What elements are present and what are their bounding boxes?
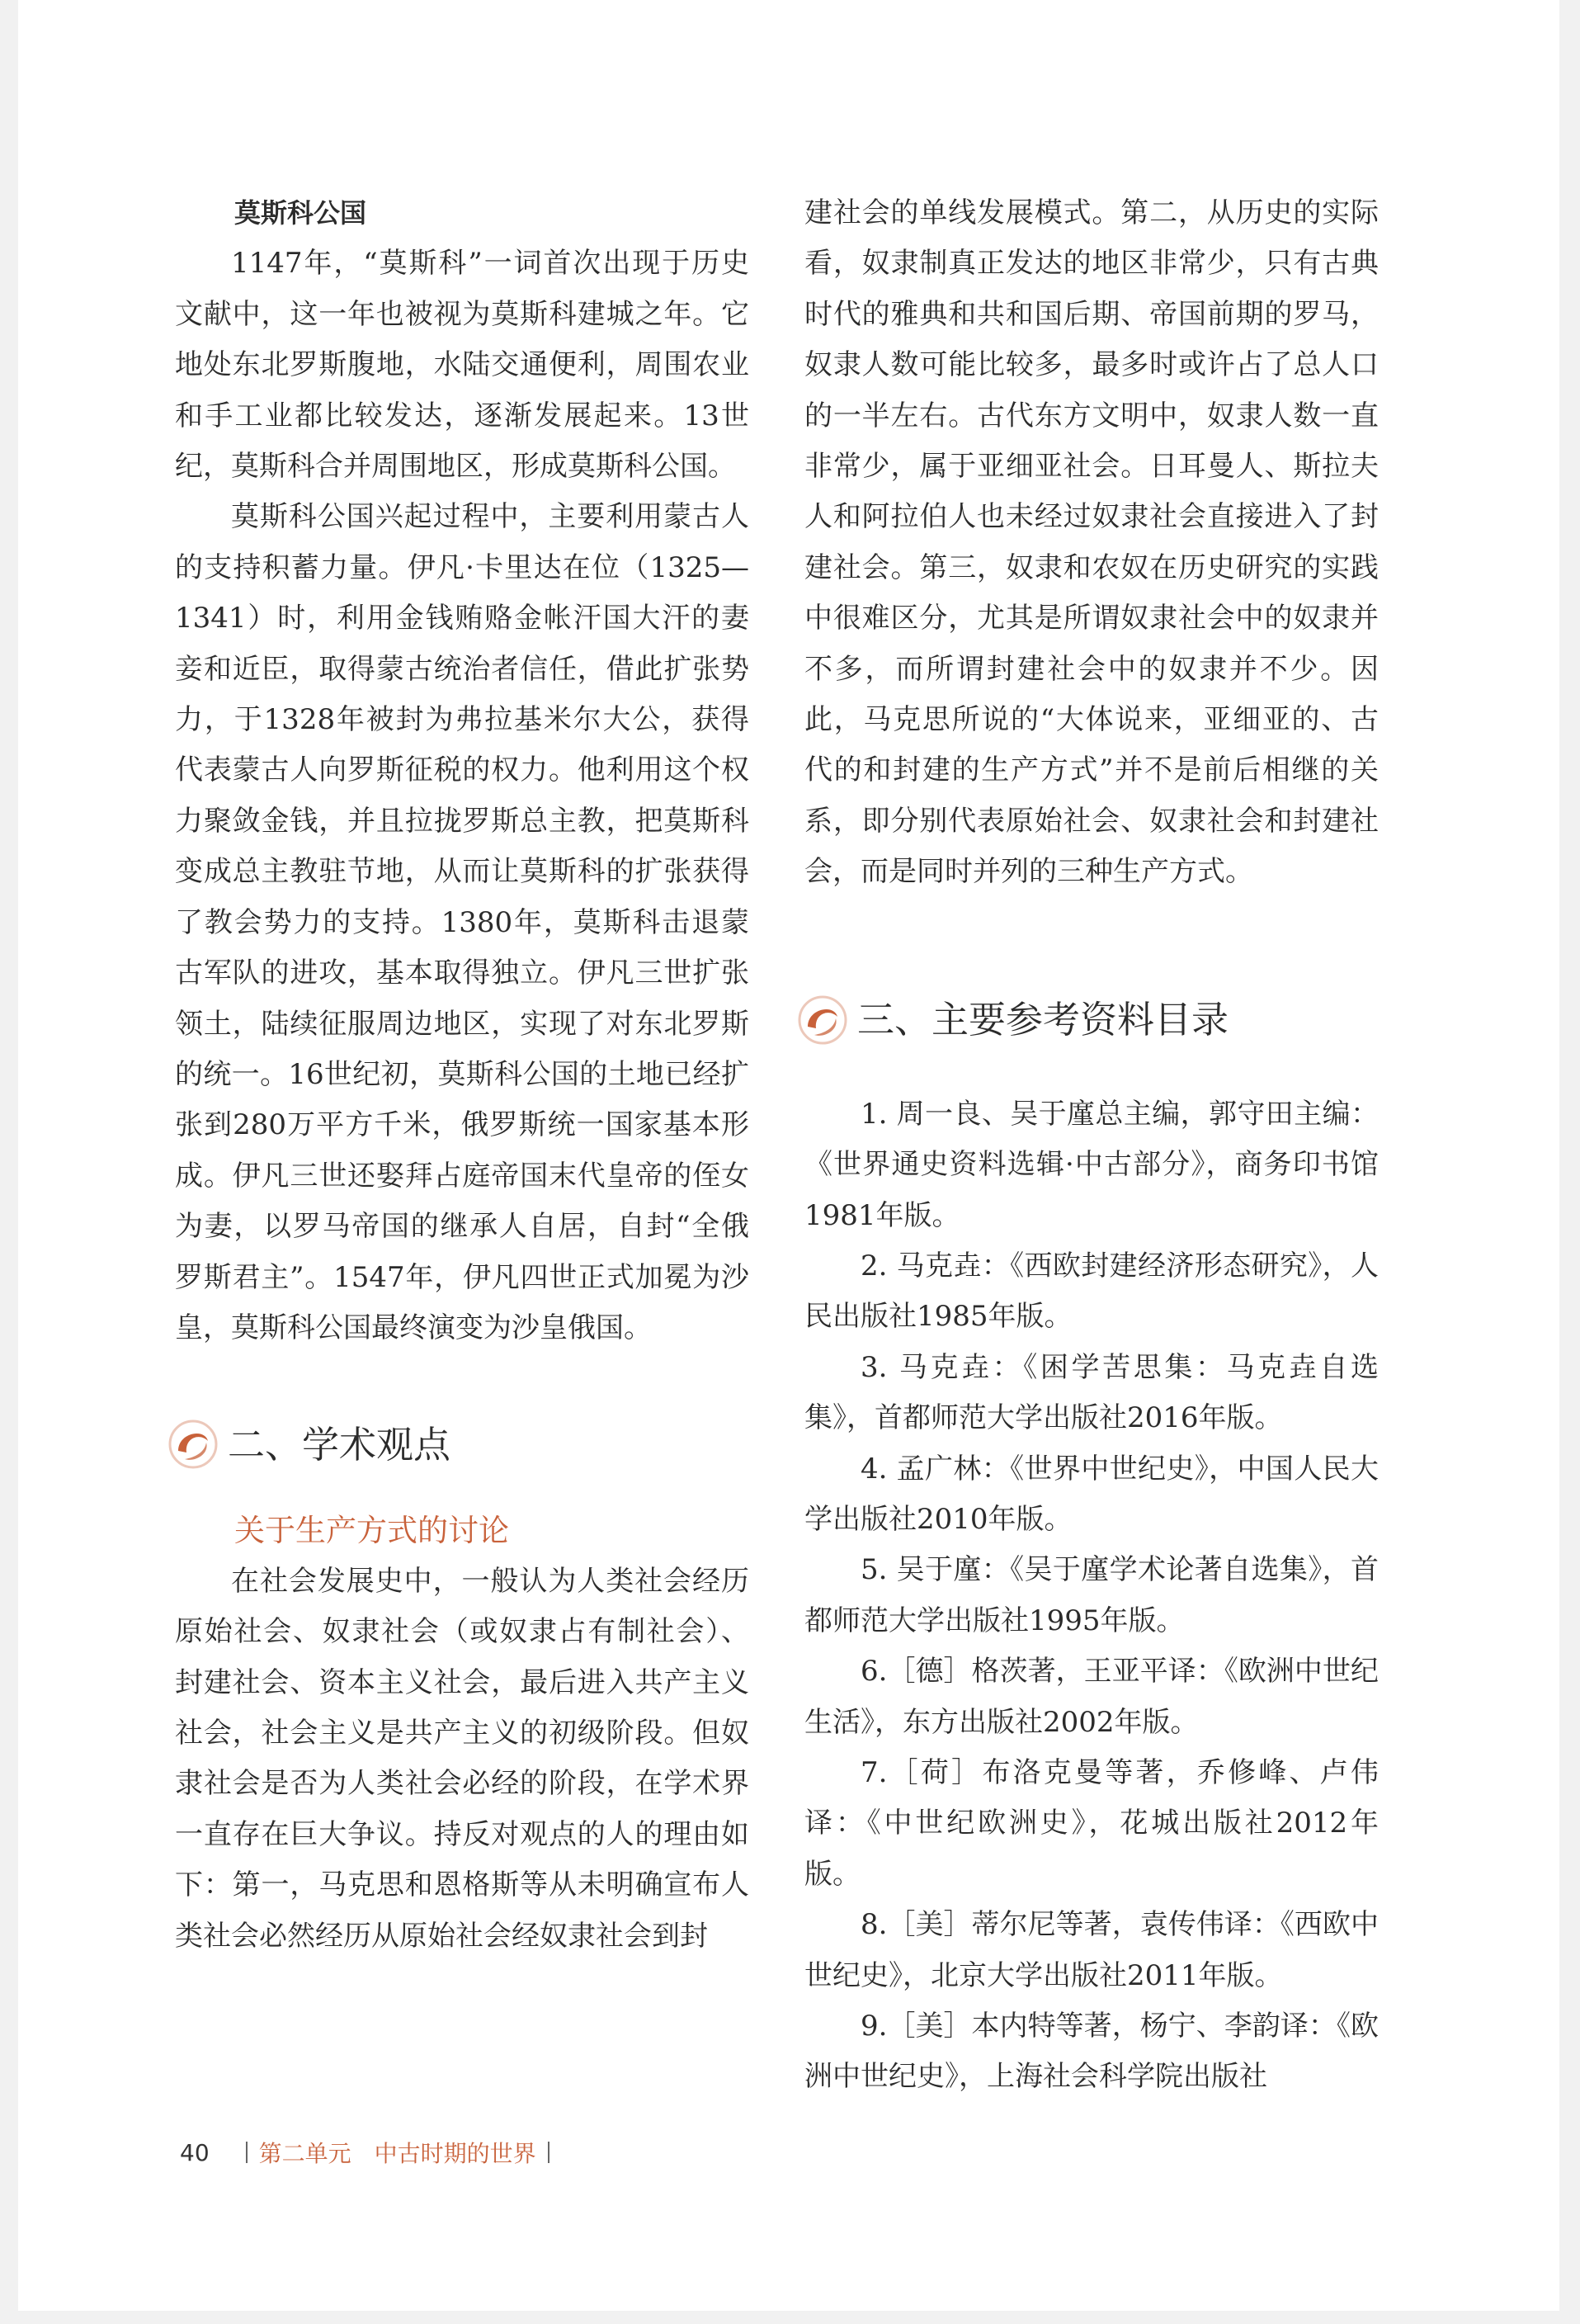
section-heading-references [796, 987, 1379, 1053]
reference-item: 8.［美］蒂尔尼等著，袁传伟译：《西欧中世纪史》，北京大学出版社2011年版。 [804, 1908, 1379, 1992]
page-number: 40 [180, 2138, 210, 2166]
unit-topic: 中古时期的世界 [374, 2140, 536, 2167]
right-column [804, 188, 1379, 2103]
reference-item: 1. 周一良、吴于廑总主编，郭守田主编：《世界通史资料选辑·中古部分》，商务印书馆1981年版。 [804, 1097, 1379, 1232]
subsection-title: 关于生产方式的讨论 [234, 1513, 509, 1549]
reference-item: 9.［美］本内特等著，杨宁、李韵译：《欧洲中世纪史》，上海社会科学院出版社 [804, 2010, 1379, 2094]
divider [246, 2142, 248, 2163]
page [18, 0, 1559, 2311]
moscow-principality-heading: 莫斯科公国 [234, 197, 367, 229]
paragraph: 莫斯科公国兴起过程中，主要利用蒙古人的支持积蓄力量。伊凡·卡里达在位（1325—1341）时，利用金钱贿赂金帐汗国大汗的妻妾和近臣，取得蒙古统治者信任，借此扩张势力，于1328年被封为弗拉基米尔大公，获得代表蒙古人向罗斯征税的权力。他利用这个权力聚敛金钱，并且拉拢罗斯总主教，把莫斯科变成总主教驻节地，从而让莫斯科的扩张获得了教会势力的支持。1380年，莫斯科击退蒙古军队的进攻，基本取得独立。伊凡三世扩张领土，陆续征服周边地区，实现了对东北罗斯的统一。16世纪初，莫斯科公国的土地已经扩张到280万平方千米，俄罗斯统一国家基本形成。伊凡三世还娶拜占庭帝国末代皇帝的侄女为妻，以罗马帝国的继承人自居，自封“全俄罗斯君主”。1547年，伊凡四世正式加冕为沙皇，莫斯科公国最终演变为沙皇俄国。 [175, 500, 749, 1344]
unit-label: 第二单元 [258, 2140, 351, 2167]
section-swirl-icon [796, 994, 849, 1046]
left-column [175, 188, 749, 1962]
section-title: 二、学术观点 [228, 1422, 451, 1467]
reference-item: 2. 马克垚：《西欧封建经济形态研究》，人民出版社1985年版。 [804, 1249, 1379, 1334]
divider [548, 2142, 549, 2163]
reference-item: 4. 孟广林：《世界中世纪史》，中国人民大学出版社2010年版。 [804, 1452, 1379, 1536]
section-title: 三、主要参考资料目录 [857, 997, 1229, 1042]
reference-item: 3. 马克垚：《困学苦思集：马克垚自选集》，首都师范大学出版社2016年版。 [804, 1350, 1379, 1435]
section-heading-academic-views [167, 1411, 749, 1477]
reference-item: 7.［荷］布洛克曼等著，乔修峰、卢伟译：《中世纪欧洲史》，花城出版社2012年版。 [804, 1755, 1379, 1891]
paragraph: 1147年，“莫斯科”一词首次出现于历史文献中，这一年也被视为莫斯科建城之年。它地处东北罗斯腹地，水陆交通便利，周围农业和手工业都比较发达，逐渐发展起来。13世纪，莫斯科合并周围地区，形成莫斯科公国。 [175, 247, 749, 484]
reference-item: 6.［德］格茨著，王亚平译：《欧洲中世纪生活》，东方出版社2002年版。 [804, 1655, 1379, 1739]
reference-item: 5. 吴于廑：《吴于廑学术论著自选集》，首都师范大学出版社1995年版。 [804, 1553, 1379, 1637]
page-footer [180, 2136, 561, 2169]
paragraph-continuation: 建社会的单线发展模式。第二，从历史的实际看，奴隶制真正发达的地区非常少，只有古典时代的雅典和共和国后期、帝国前期的罗马，奴隶人数可能比较多，最多时或许占了总人口的一半左右。古代东方文明中，奴隶人数一直非常少，属于亚细亚社会。日耳曼人、斯拉夫人和阿拉伯人也未经过奴隶社会直接进入了封建社会。第三，奴隶和农奴在历史研究的实践中很难区分，尤其是所谓奴隶社会中的奴隶并不多，而所谓封建社会中的奴隶并不少。因此，马克思所说的“大体说来，亚细亚的、古代的和封建的生产方式”并不是前后相继的关系，即分别代表原始社会、奴隶社会和封建社会，而是同时并列的三种生产方式。 [804, 196, 1379, 889]
paragraph: 在社会发展史中，一般认为人类社会经历原始社会、奴隶社会（或奴隶占有制社会）、封建社会、资本主义社会，最后进入共产主义社会，社会主义是共产主义的初级阶段。但奴隶社会是否为人类社会必经的阶段，在学术界一直存在巨大争议。持反对观点的人的理由如下：第一，马克思和恩格斯等从未明确宣布人类社会必然经历从原始社会经奴隶社会到封 [175, 1564, 749, 1953]
section-swirl-icon [167, 1418, 219, 1471]
